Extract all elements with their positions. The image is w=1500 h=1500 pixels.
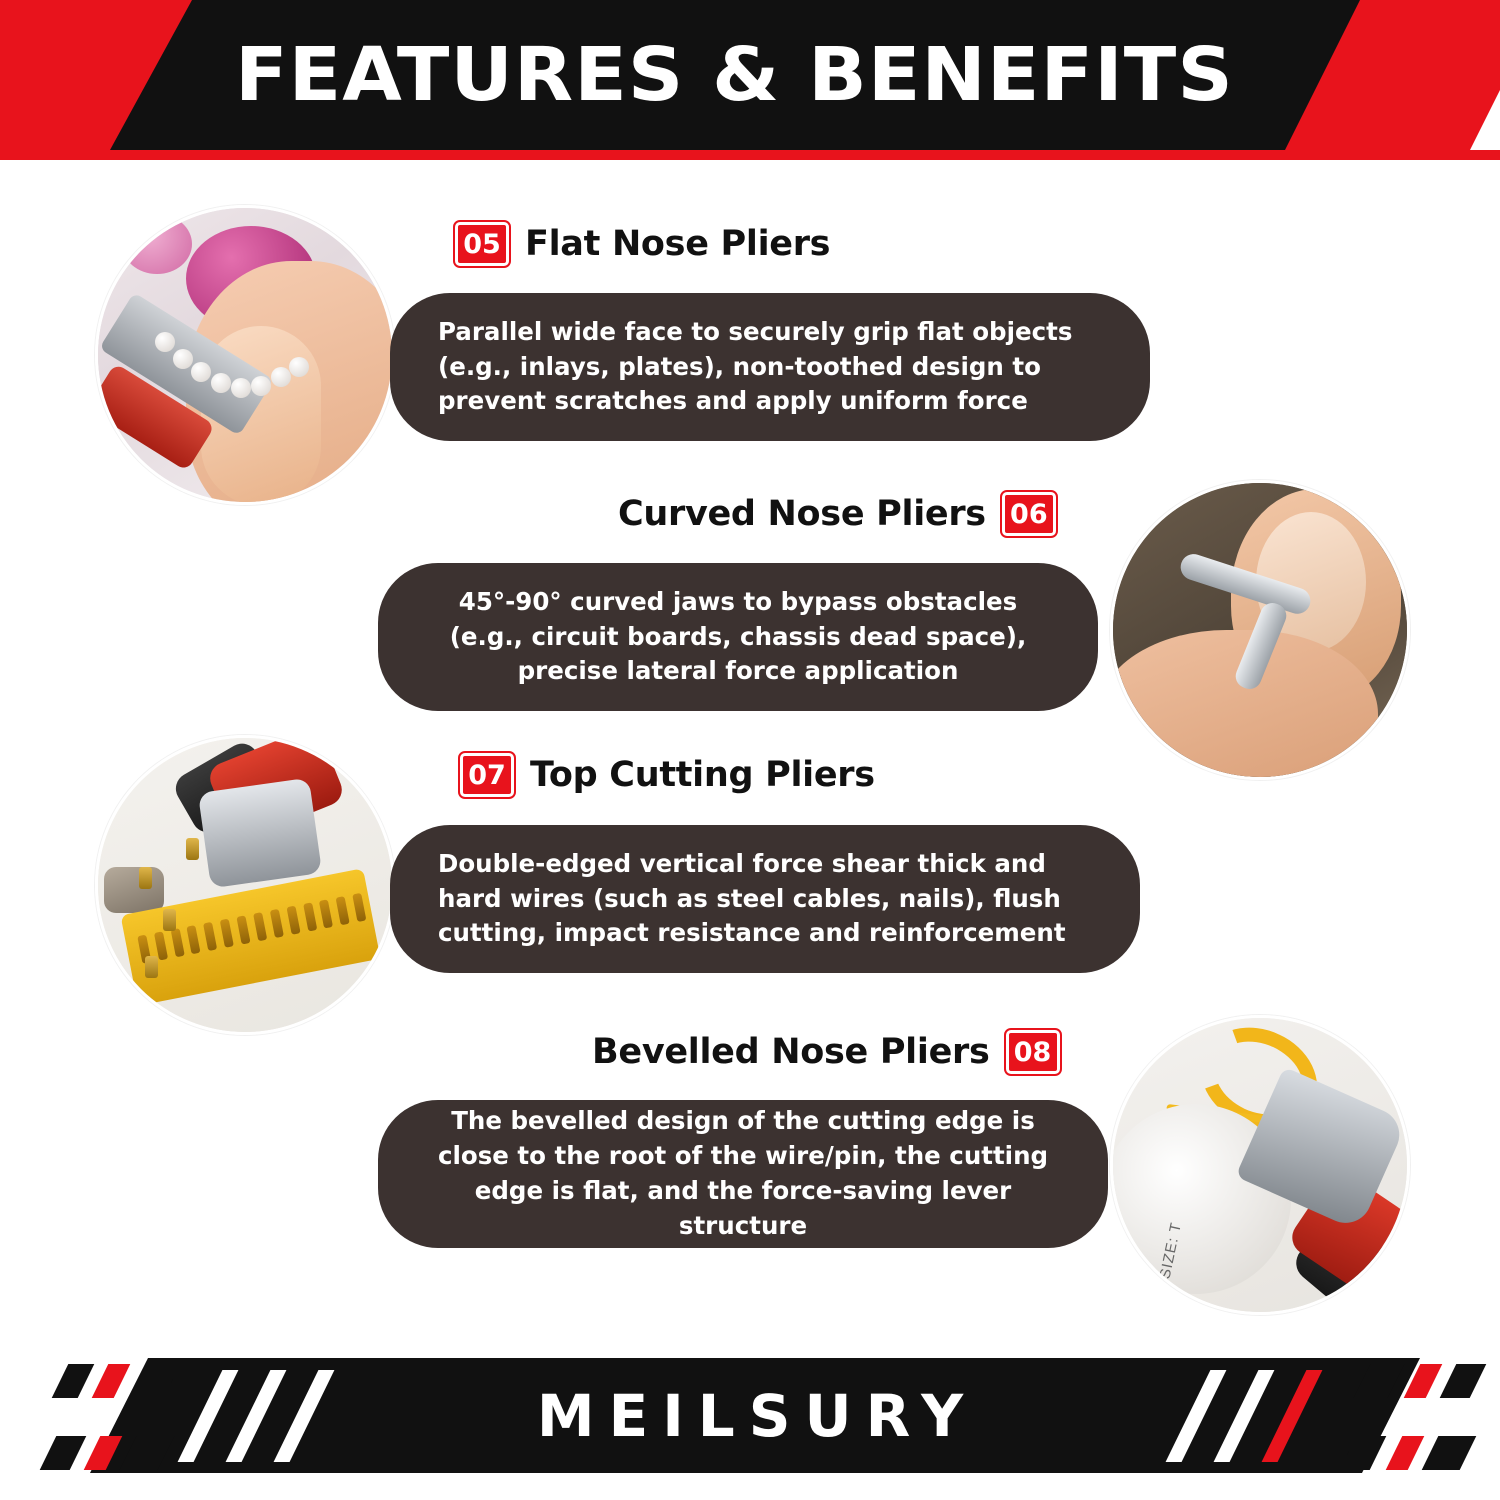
feature-number-badge: 06 [1002, 492, 1056, 536]
feature-number-badge: 08 [1006, 1030, 1060, 1074]
photo-art [98, 208, 392, 502]
header-banner [0, 0, 1500, 160]
cut-pin [163, 909, 176, 931]
feature-title: Top Cutting Pliers [530, 755, 875, 795]
top-cutting-pliers-photo [95, 735, 395, 1035]
feature-title: Curved Nose Pliers [618, 494, 986, 534]
feature-headline-07 [460, 753, 875, 797]
feature-number-badge: 05 [455, 222, 509, 266]
feature-headline-06 [618, 492, 1056, 536]
cut-pin [145, 956, 158, 978]
feature-description-06: 45°-90° curved jaws to bypass obstacles (e.g., circuit boards, chassis dead space), precise lateral force application [378, 563, 1098, 711]
stone-shape [104, 867, 164, 913]
feature-title: Bevelled Nose Pliers [592, 1032, 990, 1072]
footer-banner [0, 1340, 1500, 1500]
flat-nose-pliers-photo [95, 205, 395, 505]
photo-art [1113, 483, 1407, 777]
brand-name: MEILSURY [536, 1381, 978, 1450]
feature-headline-05 [455, 222, 830, 266]
cut-pin [139, 867, 152, 889]
feature-description-07: Double-edged vertical force shear thick and hard wires (such as steel cables, nails), flush cutting, impact resistance and reinforcement [390, 825, 1140, 973]
feature-title: Flat Nose Pliers [525, 224, 831, 264]
bevelled-nose-pliers-photo [1110, 1015, 1410, 1315]
photo-art [1113, 1018, 1407, 1312]
features-list [0, 175, 1500, 1335]
feature-number-badge: 07 [460, 753, 514, 797]
cut-pin [186, 838, 199, 860]
plier-head-shape [198, 778, 322, 889]
feature-description-05: Parallel wide face to securely grip flat objects (e.g., inlays, plates), non-toothed design to prevent scratches and apply uniform force [390, 293, 1150, 441]
feature-headline-08 [592, 1030, 1060, 1074]
photo-art [98, 738, 392, 1032]
curved-nose-pliers-photo [1110, 480, 1410, 780]
page-title: FEATURES & BENEFITS [235, 32, 1234, 118]
bead-small [122, 214, 192, 274]
feature-description-08: The bevelled design of the cutting edge is close to the root of the wire/pin, the cutting edge is flat, and the force-saving lever structure [378, 1100, 1108, 1248]
header-underline [0, 150, 1500, 160]
bead-chain [151, 308, 333, 443]
spool-label: SIZE: T [1156, 1220, 1186, 1281]
